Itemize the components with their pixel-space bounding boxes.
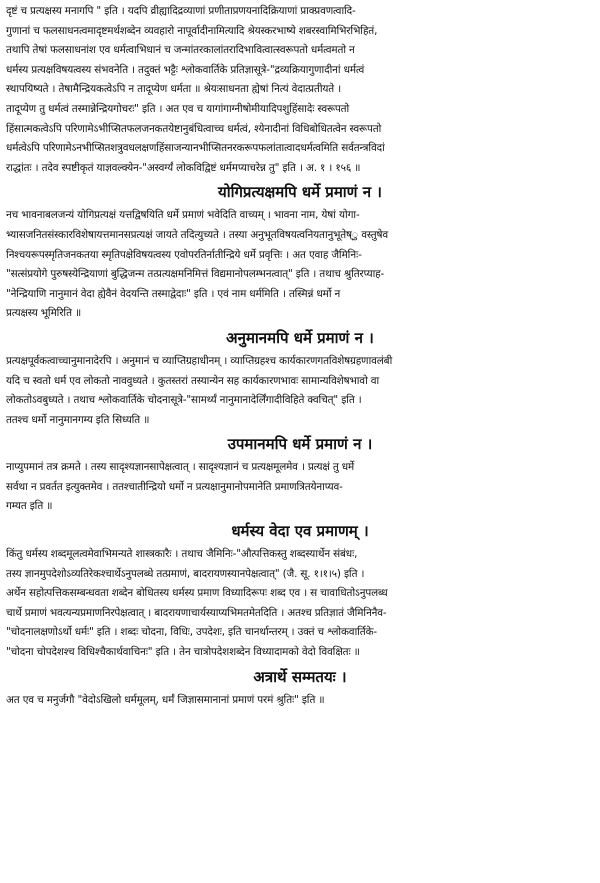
text-line: गम्यत इति ॥	[6, 500, 53, 513]
text-line: लोकतोऽवबुध्यते । तथाच श्लोकवार्तिके चोदनासूत्रे-"सामर्थ्यं नानुमानादेर्लिंगादीविहिते क्वचित्" इति ।	[6, 394, 362, 407]
text-line: प्रत्यक्षस्य भूमिरिति ॥	[6, 307, 82, 320]
veda-pramana-paragraph	[6, 545, 594, 663]
text-line: तस्य ज्ञानमुपदेशोऽव्यतिरेकश्चार्थेऽनुपलब्धे तत्प्रमाणं, बादरायणस्यानपेक्षत्वात्" (जै. सू. १।१।५) इति ।	[6, 567, 365, 580]
intro-paragraph	[6, 2, 594, 178]
text-line: धर्मत्वेऽपि परिणामेऽनभीप्सितशत्रुवधलक्षणहिंसाजन्यानभीप्सितनरकरूपफलांतात्वादधर्मत्वमिति सर्वतन्त्रविदां	[6, 142, 385, 155]
text-line: चार्थे प्रमाणं भवत्यन्यप्रमाणनिरपेक्षत्वात् । बादरायणाचार्यस्याप्यभिमतमेतदिति । अतश्च प्रतिज्ञातं जैमिनिनैव-	[6, 606, 387, 619]
text-line: किंतु धर्मस्य शब्दमूलत्वमेवाभिमन्यते शास्त्रकारैः । तथाच जैमिनिः-"औत्पत्तिकस्तु शब्दस्यार्थेन संबंधः,	[6, 548, 358, 561]
text-line: यदि च स्वतो धर्म एव लोकतो नाववुध्यते । कुतस्तरां तस्यान्येन सह कार्यकारणभावः सामान्यविशेषभावो वा	[6, 374, 380, 387]
upamana-paragraph	[6, 458, 594, 517]
text-line: "चोदना चोपदेशश्च विधिश्चैकार्थवाचिनः" इति । तेन चात्रोपदेशशब्देन विध्यादामको वेदो विवक्षितः ॥	[6, 646, 360, 659]
text-line: भ्यासजनितसंस्कारविशेषायत्तमानसप्रत्यक्षं जायते तदित्युच्यते । तस्या अनुभूतविषयत्वनियतानुभूतेष्ु वस्तुषेव	[6, 228, 389, 241]
text-line: निश्चयरूपस्मृतिजनकतया स्मृतिपक्षेविषयत्वस्य एवोपरतिर्नातीन्द्रिये धर्मे प्रवृत्तिः । अत एवाह जैमिनिः-	[6, 248, 362, 261]
text-line: हिंसात्मकत्वेऽपि परिणामेऽभीप्सितफलजनकतयेष्टानुबंधित्वाच्च धर्मत्वं, श्येनादीनां विधिबोधितत्वेन स्वरूपतो	[6, 122, 382, 135]
sammatayah-paragraph	[6, 691, 594, 711]
text-line: गुणानां च फलसाधनत्वमादृष्टमर्थशब्देन व्यवहारो नापूर्वादीनामित्यादि श्रेयस्करभाष्ये शबरस्वामिभिरभिहितं,	[6, 24, 378, 37]
section-heading-sammatayah: अत्रार्थे सम्मतयः ।	[253, 667, 347, 686]
section-heading-yogi-pratyaksha: योगिप्रत्यक्षमपि धर्मे प्रमाणं न ।	[218, 183, 382, 202]
text-line: तादूप्येण तु धर्मत्वं तस्मान्नेन्द्रियगोचरः" इति । अत एव च यागांगाग्नीषोमीयादिपशुहिंसादेः स्वरूपतो	[6, 102, 350, 115]
text-line: अत एव च मनुर्जगौ "वेदोऽखिलो धर्ममूलम्, धर्मं जिज्ञासमानानां प्रमाणं परमं श्रुतिः" इति ॥	[6, 693, 325, 706]
anumana-paragraph	[6, 352, 594, 430]
text-line: तथापि तेषां फलसाधनांश एव धर्मत्वाभिधानं च जन्मांतरकालांतरादिभावित्वात्स्वरूपतो धर्मत्वमतो न	[6, 44, 355, 57]
text-line: ततश्च धर्मो नानुमानगम्य इति सिध्यति ॥	[6, 413, 150, 426]
text-line: अर्थेन सहोत्पत्तिकसम्बन्धवता शब्देन बोधितस्य धर्मस्य प्रमाण विध्यादिरूपः शब्द एव । स चावाधितोऽनुपलब्ध	[6, 587, 388, 600]
text-line: "चोदनालक्षणोऽर्थो धर्मः" इति । शब्दः चोदना, विधिः, उपदेशः, इति चानर्थान्तरम् । उक्तं च श्लोकवार्तिके-	[6, 626, 378, 639]
text-line: दृष्टं च प्रत्यक्षस्य मनागपि " इति । यदपि व्रीह्यादिद्रव्याणां प्रणीताप्रणयनादिक्रियाणां प्राक्प्रवणत्वादि-	[6, 5, 356, 17]
section-heading-anumana: अनुमानमपि धर्मे प्रमाणं न ।	[226, 328, 374, 347]
text-line: सर्वथा न प्रवर्तत इत्युक्तमेव । ततश्चातीन्द्रियो धर्मो न प्रत्यक्षानुमानोपमानेति प्रमाणत्रितयेनाप्यव-	[6, 480, 343, 493]
text-line: नच भावनाबलजन्यं योगिप्रत्यक्षं यत्तद्विषयिति धर्मे प्रमाणं भवेदिति वाच्यम् । भावना नाम, येषां योगा-	[6, 209, 360, 222]
text-line: राद्धांतः । तदेव स्पष्टीकृतं याज्ञवल्क्येन-"अस्वर्ग्यं लोकविद्विष्टं धर्ममप्याचरेन्न तु" इति । अ. १ । १५६ ॥	[6, 161, 361, 174]
text-line: नाप्युपमानं तत्र क्रमते । तस्य सादृश्यज्ञानसापेक्षत्वात् । सादृश्यज्ञानं च प्रत्यक्षमूलमेव । प्रत्यक्षं तु धर्मे	[6, 461, 355, 474]
text-line: स्थापयिष्यते । तेषामैन्द्रियकत्वेऽपि न तादूप्येण धर्मता ॥ श्रेयःसाधनता ह्येषां नित्यं वेदात्प्रतीयते ।	[6, 83, 341, 96]
section-heading-upamana: उपमानमपि धर्मे प्रमाणं न ।	[227, 435, 373, 454]
yogi-pratyaksha-paragraph	[6, 206, 594, 324]
text-line: "सत्संप्रयोगे पुरुषस्येन्द्रियाणां बुद्धिजन्म तत्प्रत्यक्षमनिमित्तं विद्यमानोपलम्भनत्वात्" इति । तथाच श्रुतिरप्याह-	[6, 268, 385, 281]
text-line: प्रत्यक्षपूर्वकत्वाच्चानुमानादेरपि । अनुमानं च व्याप्तिग्रहाधीनम् । व्याप्तिग्रहश्च कार्यकारणगतविशेषग्रहणावलंबी	[6, 354, 393, 367]
text-line: "नेन्द्रियाणि नानुमानं वेदा ह्येवैनं वेदयन्ति तस्माद्वेदाः" इति । एवं नाम धर्ममिति । तस्मिन्नं धर्मो न	[6, 287, 341, 300]
section-heading-veda-pramana: धर्मस्य वेदा एव प्रमाणम् ।	[231, 522, 369, 541]
text-line: धर्मस्य प्रत्यक्षविषयत्वस्य संभवनेति । तदुक्तं भट्टैः श्लोकवार्तिके प्रतिज्ञासूत्रे-"द्रव्यक्रियागुणादीनां धर्मत्वं	[6, 63, 365, 76]
